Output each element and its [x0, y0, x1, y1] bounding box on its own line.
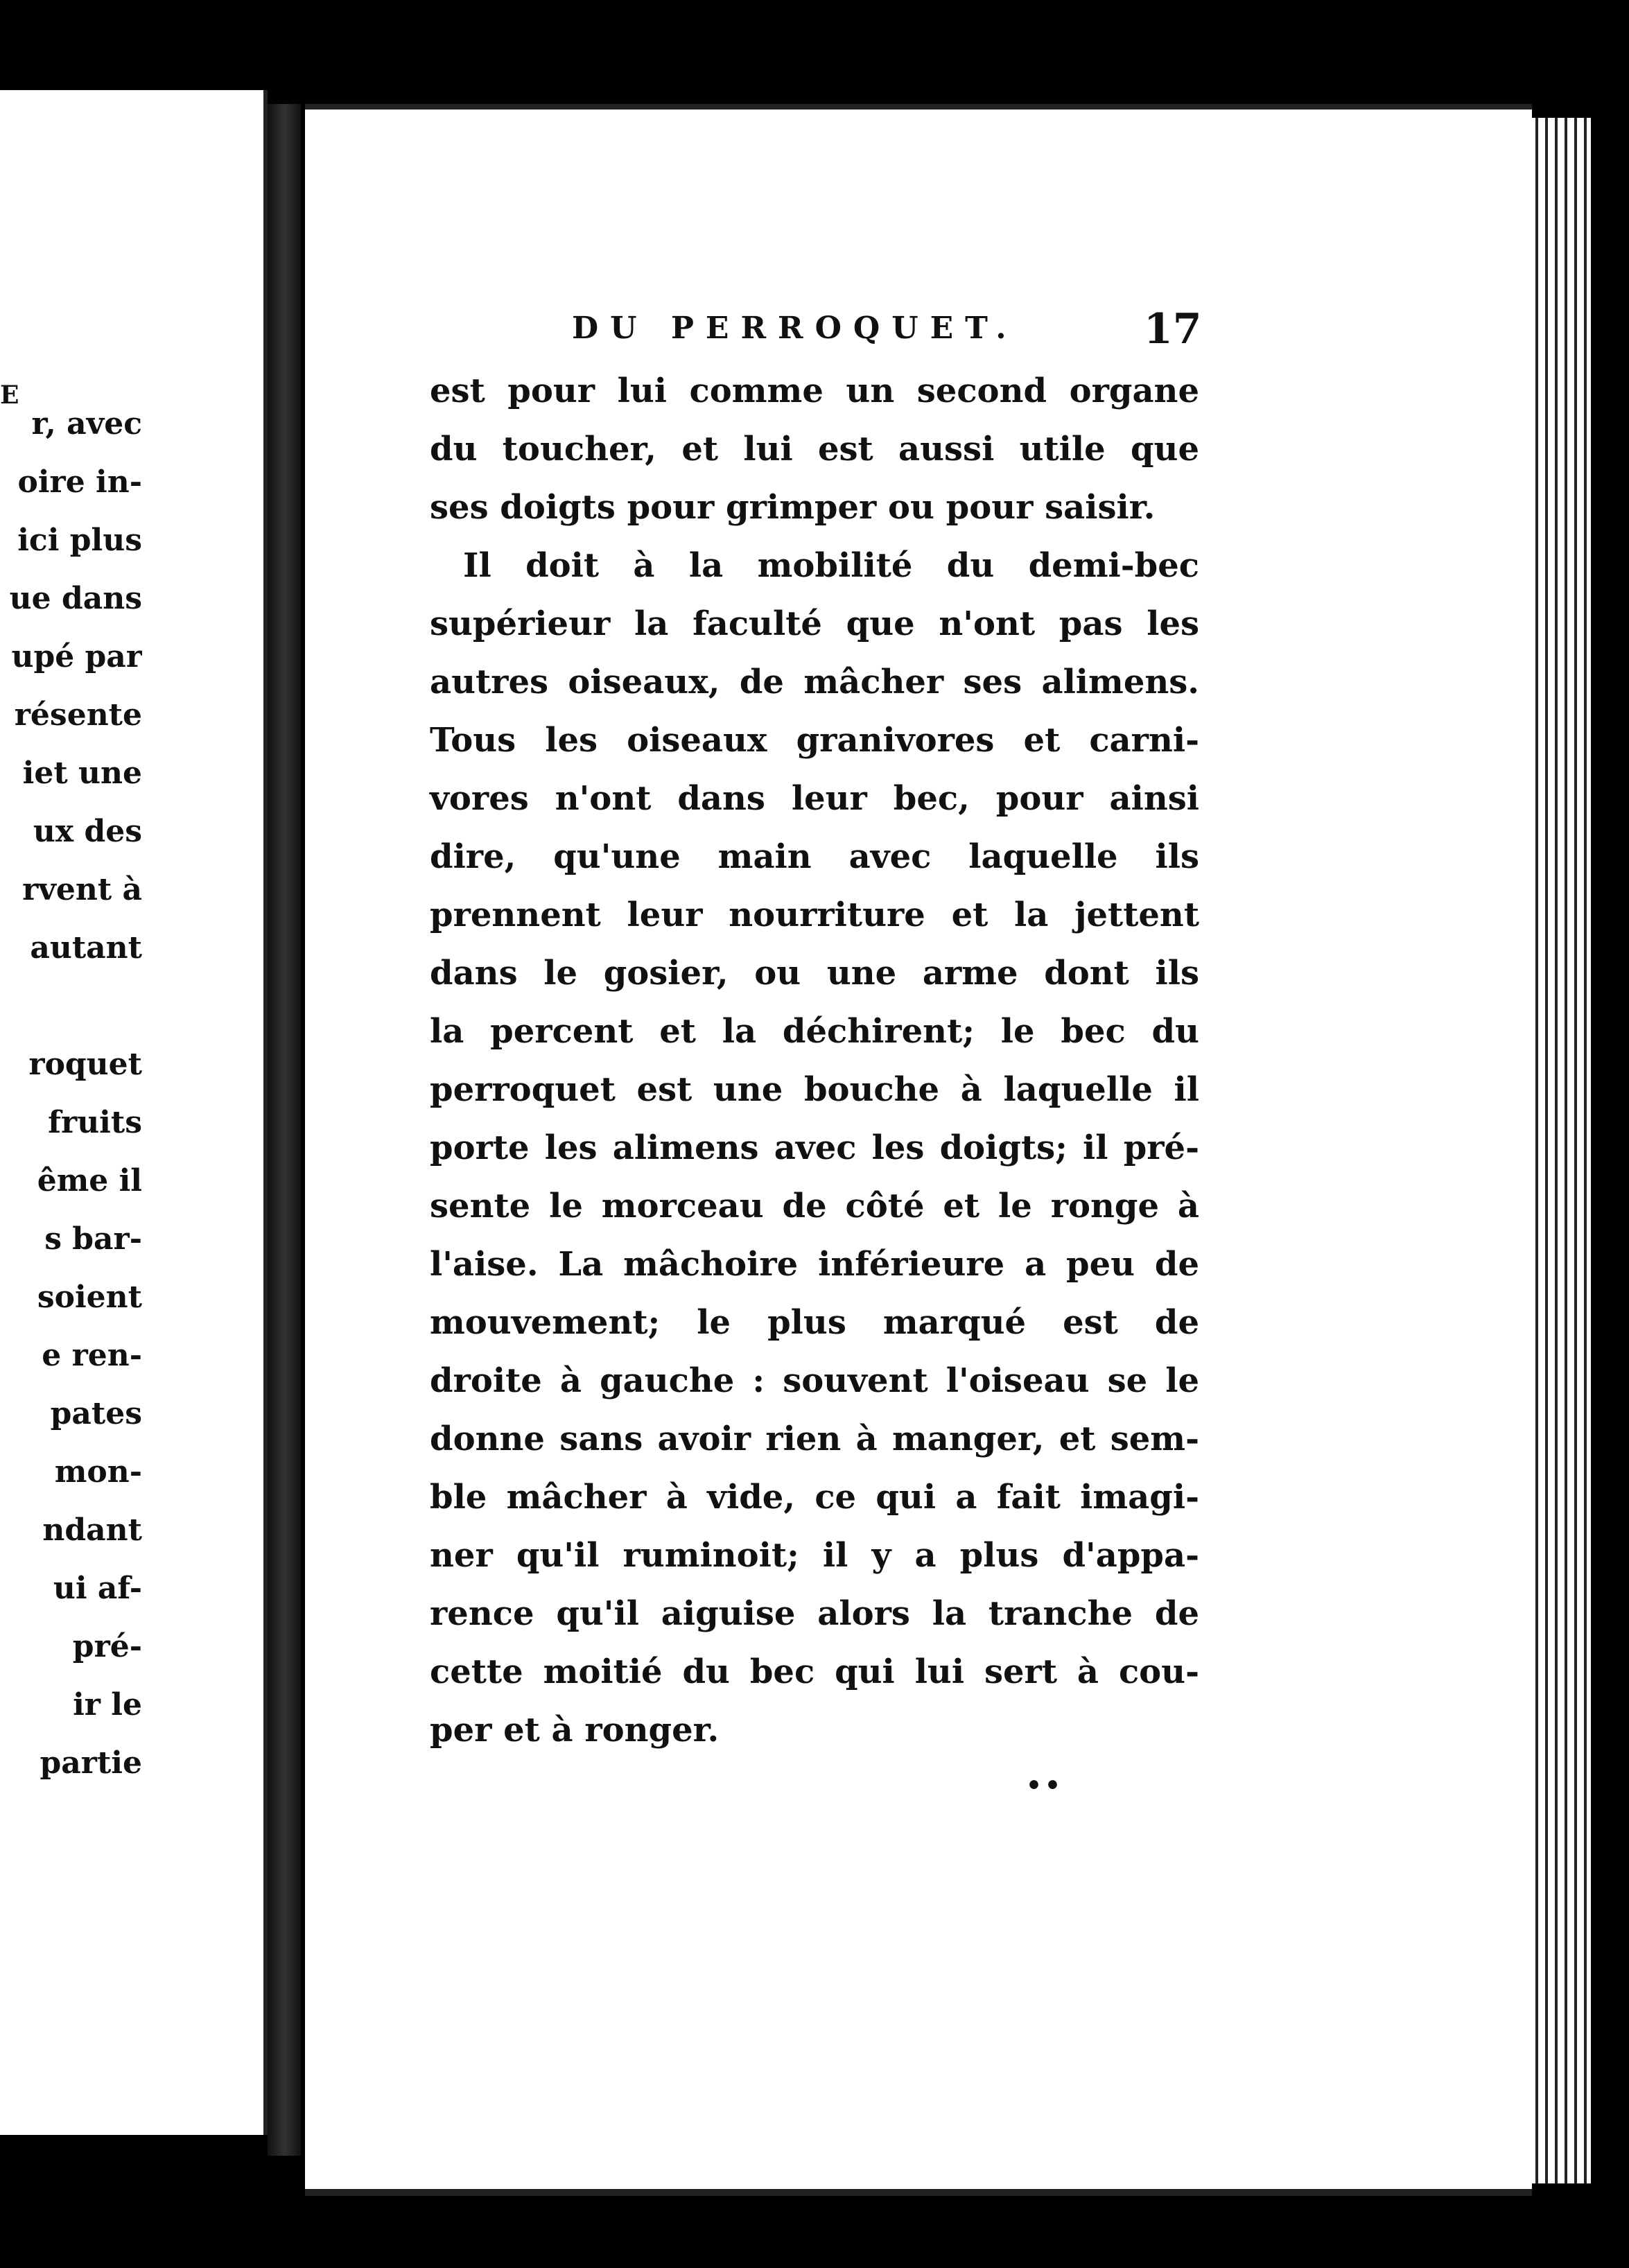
left-line-blank [0, 977, 142, 1036]
left-line: résente [14, 697, 142, 733]
left-line: pré- [72, 1629, 142, 1664]
text-line: vores n'ont dans leur bec, pour ainsi [430, 779, 1199, 818]
text-line: prennent leur nourriture et la jettent [430, 896, 1199, 934]
text-line: donne sans avoir rien à manger, et sem- [430, 1420, 1199, 1458]
text-line: per et à ronger. [430, 1711, 720, 1750]
left-line: fruits [48, 1105, 142, 1140]
text-line: supérieur la faculté que n'ont pas les [430, 604, 1199, 643]
page-ornament: •• [1026, 1771, 1064, 1800]
left-line: partie [40, 1745, 142, 1781]
left-line: autant [30, 930, 142, 966]
page-edges [1528, 118, 1591, 2183]
left-line: ue dans [9, 581, 142, 616]
running-head: DU PERROQUET. [572, 311, 1018, 346]
text-line: ner qu'il ruminoit; il y a plus d'appa- [430, 1536, 1199, 1575]
text-line: mouvement; le plus marqué est de [430, 1303, 1199, 1342]
left-line: ui af- [53, 1571, 142, 1606]
body-text [430, 362, 1199, 1759]
left-line: soient [37, 1280, 142, 1315]
left-line: e ren- [42, 1338, 142, 1373]
left-line: oire in- [17, 464, 142, 500]
left-line: ndant [42, 1512, 142, 1548]
left-line: iet une [22, 756, 142, 791]
text-line: autres oiseaux, de mâcher ses alimens. [430, 663, 1199, 701]
text-line: porte les alimens avec les doigts; il pré- [430, 1128, 1199, 1167]
text-line: ble mâcher à vide, ce qui a fait imagi- [430, 1478, 1199, 1517]
text-line: Il doit à la mobilité du demi-bec [463, 546, 1199, 585]
text-line: dans le gosier, ou une arme dont ils [430, 954, 1199, 993]
left-line: r, avec [31, 406, 142, 442]
left-line: rvent à [22, 872, 142, 907]
left-line: ir le [73, 1687, 142, 1722]
text-line: droite à gauche : souvent l'oiseau se le [430, 1361, 1199, 1400]
text-line: sente le morceau de côté et le ronge à [430, 1187, 1199, 1225]
text-line: ses doigts pour grimper ou pour saisir. [430, 488, 1156, 527]
left-line: mon- [54, 1454, 142, 1490]
text-line: Tous les oiseaux granivores et carni- [430, 721, 1199, 760]
text-line: cette moitié du bec qui lui sert à cou- [430, 1652, 1199, 1691]
text-line: la percent et la déchirent; le bec du [430, 1012, 1199, 1051]
left-line: ici plus [17, 523, 142, 558]
left-page [0, 90, 268, 2135]
text-line: est pour lui comme un second organe [430, 372, 1199, 410]
left-page-text [0, 395, 142, 1792]
left-line: roquet [28, 1047, 142, 1082]
left-line: ême il [37, 1163, 142, 1198]
left-line: upé par [11, 639, 142, 674]
page-number: 17 [1144, 305, 1202, 354]
text-line: l'aise. La mâchoire inférieure a peu de [430, 1245, 1199, 1284]
book-gutter [268, 104, 301, 2156]
left-page-head-fragment: E [0, 381, 19, 410]
text-line: rence qu'il aiguise alors la tranche de [430, 1594, 1199, 1633]
text-line: du toucher, et lui est aussi utile que [430, 430, 1199, 469]
left-line: ux des [33, 814, 142, 849]
left-line: pates [50, 1396, 142, 1431]
left-line: s bar- [44, 1221, 142, 1257]
text-line: dire, qu'une main avec laquelle ils [430, 837, 1199, 876]
text-line: perroquet est une bouche à laquelle il [430, 1070, 1199, 1109]
